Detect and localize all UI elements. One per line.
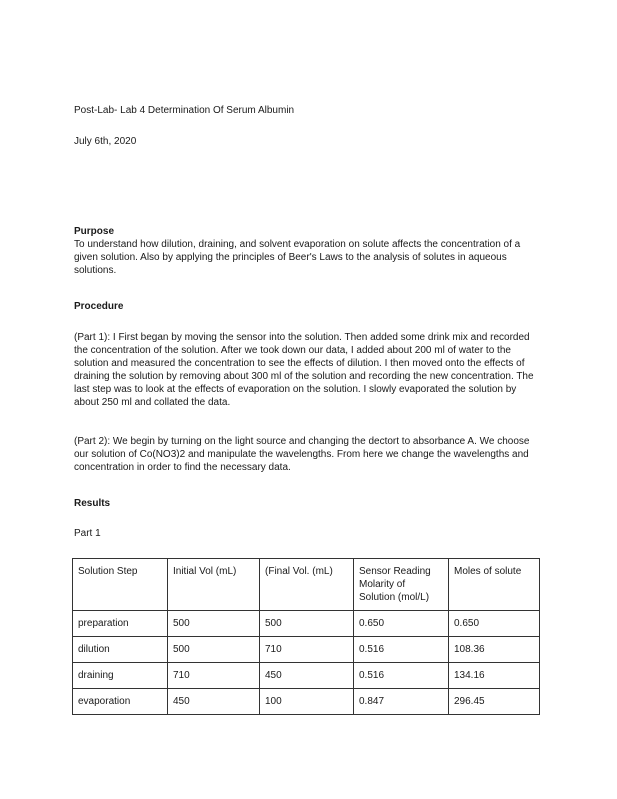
table-header-cell: Solution Step <box>73 559 168 611</box>
procedure-part2-paragraph: (Part 2): We begin by turning on the light source and changing the dectort to absorbance A. We choose our solution of Co(NO3)2 and manipulate the wavelengths. From here we change the wavelengths and concentration in order to find the necessary data. <box>74 436 530 473</box>
table-cell: 0.650 <box>449 611 540 637</box>
part1-label: Part 1 <box>74 528 101 539</box>
purpose-paragraph: To understand how dilution, draining, and solvent evaporation on solute affects the concentration of a given solution. Also by applying the principles of Beer's Laws to the analysis of solutes in aqueous solutions. <box>74 239 521 276</box>
document-date: July 6th, 2020 <box>74 136 137 147</box>
purpose-heading: Purpose <box>74 226 115 237</box>
table-cell: 710 <box>260 637 354 663</box>
table-cell: 100 <box>260 689 354 715</box>
table-header-cell: (Final Vol. (mL) <box>260 559 354 611</box>
procedure-heading: Procedure <box>74 301 124 312</box>
table-cell: preparation <box>73 611 168 637</box>
table-cell: 0.847 <box>354 689 449 715</box>
results-heading: Results <box>74 498 111 509</box>
table-cell: evaporation <box>73 689 168 715</box>
table-cell: dilution <box>73 637 168 663</box>
procedure-part1-paragraph: (Part 1): I First began by moving the sensor into the solution. Then added some drink mix and recorded the concentration of the solution. After we took down our data, I added about 200 ml of water to the solution and measured the concentration to see the effects of dilution. I then moved onto the effects of draining the solution by removing about 300 ml of the solution and recording the new concentration. The last step was to look at the effects of evaporation on the solution. I slowly evaporated the solution by about 250 ml and collated the data. <box>74 332 534 408</box>
table-cell: 108.36 <box>449 637 540 663</box>
table-cell: 500 <box>260 611 354 637</box>
table-header-cell: Moles of solute <box>449 559 540 611</box>
table-cell: 450 <box>260 663 354 689</box>
table-cell: 450 <box>168 689 260 715</box>
table-cell: 0.516 <box>354 637 449 663</box>
table-row <box>73 637 540 663</box>
table-header-row <box>73 559 540 611</box>
table-row <box>73 663 540 689</box>
table-header-cell: Initial Vol (mL) <box>168 559 260 611</box>
table-cell: 500 <box>168 637 260 663</box>
table-cell: 0.516 <box>354 663 449 689</box>
table-cell: 134.16 <box>449 663 540 689</box>
table-row <box>73 689 540 715</box>
document-title: Post-Lab- Lab 4 Determination Of Serum Albumin <box>74 105 295 116</box>
table-row <box>73 611 540 637</box>
table-header-cell: Sensor Reading Molarity of Solution (mol/L) <box>354 559 449 611</box>
table-cell: 296.45 <box>449 689 540 715</box>
table-cell: 0.650 <box>354 611 449 637</box>
table-cell: draining <box>73 663 168 689</box>
table-cell: 500 <box>168 611 260 637</box>
results-table <box>72 558 540 715</box>
table-cell: 710 <box>168 663 260 689</box>
